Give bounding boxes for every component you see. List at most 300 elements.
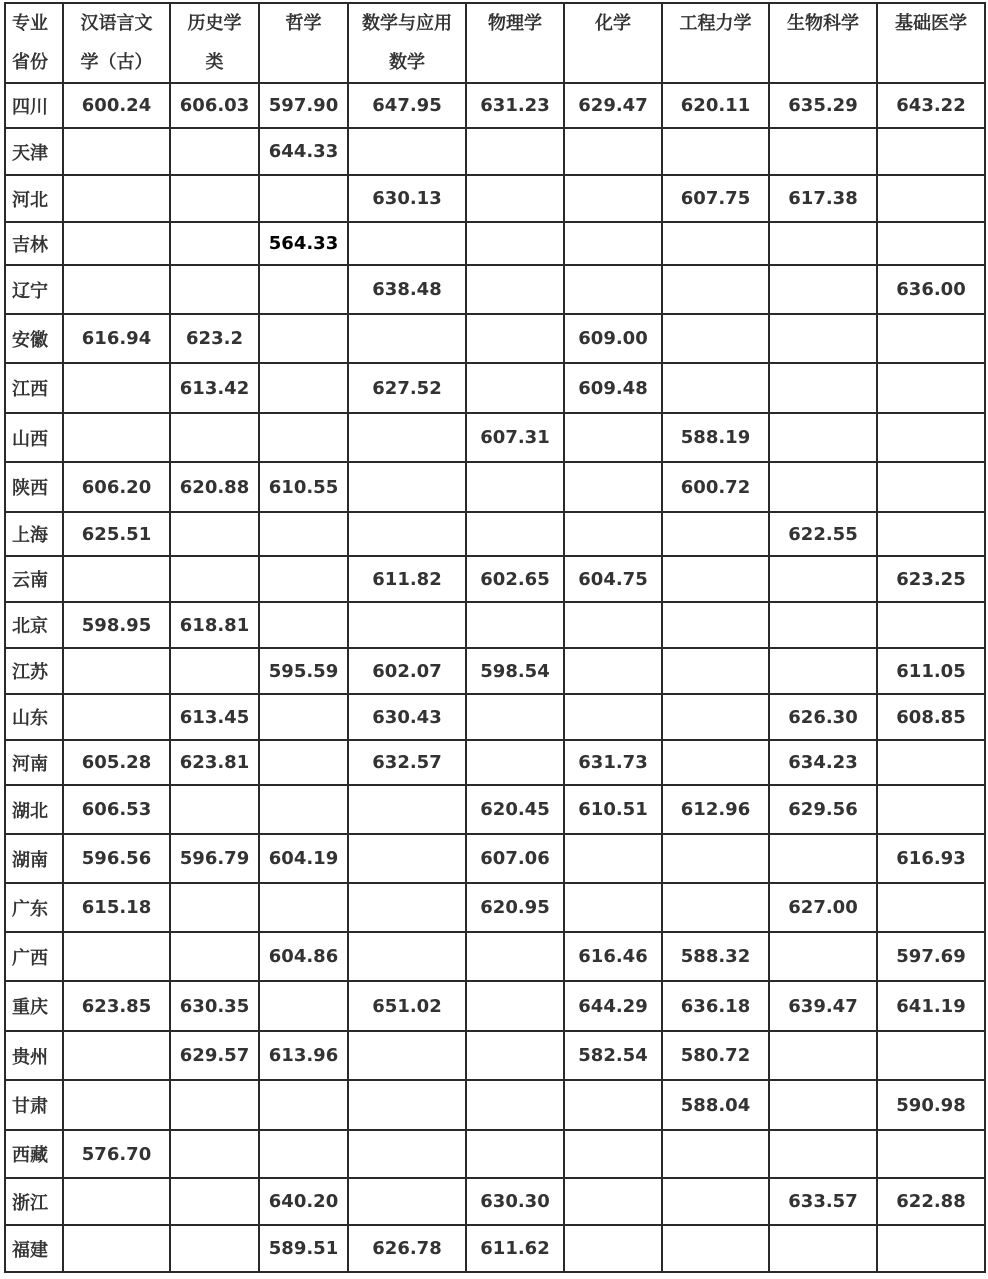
score-cell: [348, 834, 466, 883]
province-cell: 浙江: [5, 1178, 63, 1225]
score-cell: 627.52: [348, 363, 466, 413]
col-header-line: 历史学: [187, 13, 242, 34]
score-cell: [877, 413, 985, 462]
score-cell: [170, 785, 259, 834]
score-cell: [769, 602, 877, 648]
table-row: [5, 740, 985, 785]
score-cell: [662, 883, 769, 932]
score-cell: [348, 222, 466, 265]
score-cell: [662, 694, 769, 740]
score-cell: [564, 648, 662, 694]
score-cell: [662, 363, 769, 413]
score-cell: 629.56: [769, 785, 877, 834]
score-cell: 576.70: [63, 1130, 170, 1178]
score-cell: 612.96: [662, 785, 769, 834]
score-cell: 643.22: [877, 83, 985, 128]
province-cell: 湖南: [5, 834, 63, 883]
col-header-line: 物理学: [488, 13, 542, 34]
score-cell: 620.88: [170, 462, 259, 512]
score-cell: [348, 883, 466, 932]
score-cell: [564, 222, 662, 265]
score-cell: [466, 128, 564, 175]
province-cell: 河南: [5, 740, 63, 785]
province-cell: 江西: [5, 363, 63, 413]
score-cell: [466, 981, 564, 1031]
score-cell: 604.19: [259, 834, 348, 883]
score-cell: [769, 413, 877, 462]
score-cell: 615.18: [63, 883, 170, 932]
score-cell: 590.98: [877, 1080, 985, 1130]
score-cell: [466, 1031, 564, 1080]
score-cell: 596.79: [170, 834, 259, 883]
province-cell: 江苏: [5, 648, 63, 694]
header-row: [5, 3, 985, 83]
score-cell: 635.29: [769, 83, 877, 128]
score-cell: 640.20: [259, 1178, 348, 1225]
score-cell: 606.53: [63, 785, 170, 834]
score-cell: [877, 785, 985, 834]
score-cell: [170, 265, 259, 314]
province-cell: 吉林: [5, 222, 63, 265]
score-cell: 596.56: [63, 834, 170, 883]
table-row: [5, 694, 985, 740]
score-cell: [466, 694, 564, 740]
score-cell: 626.30: [769, 694, 877, 740]
score-cell: [259, 314, 348, 363]
score-cell: 613.45: [170, 694, 259, 740]
table-row: [5, 413, 985, 462]
table-row: [5, 314, 985, 363]
score-cell: 623.81: [170, 740, 259, 785]
score-cell: [259, 602, 348, 648]
score-cell: [769, 314, 877, 363]
score-cell: [769, 932, 877, 981]
score-cell: [877, 128, 985, 175]
score-cell: [662, 1178, 769, 1225]
score-cell: [259, 883, 348, 932]
score-cell: [466, 932, 564, 981]
score-cell: 630.13: [348, 175, 466, 222]
score-cell: 613.96: [259, 1031, 348, 1080]
score-cell: [662, 222, 769, 265]
score-cell: [466, 363, 564, 413]
col-header-chemistry: [564, 3, 662, 83]
score-cell: [466, 512, 564, 556]
table-row: [5, 128, 985, 175]
score-cell: [662, 648, 769, 694]
score-cell: [564, 1130, 662, 1178]
score-cell: 617.38: [769, 175, 877, 222]
score-cell: 623.25: [877, 556, 985, 602]
score-cell: 611.82: [348, 556, 466, 602]
col-header-biology: [769, 3, 877, 83]
score-cell: 611.05: [877, 648, 985, 694]
score-cell: 623.2: [170, 314, 259, 363]
score-cell: [170, 1130, 259, 1178]
score-cell: 602.65: [466, 556, 564, 602]
col-header-line: 数学: [389, 52, 425, 73]
score-cell: 604.86: [259, 932, 348, 981]
province-cell: 天津: [5, 128, 63, 175]
score-cell: 609.00: [564, 314, 662, 363]
table-row: [5, 932, 985, 981]
score-cell: 608.85: [877, 694, 985, 740]
col-header-line: 工程力学: [679, 13, 752, 34]
score-cell: [769, 556, 877, 602]
score-cell: [170, 413, 259, 462]
table-row: [5, 512, 985, 556]
score-cell: 564.33: [259, 222, 348, 265]
table-row: [5, 1178, 985, 1225]
score-cell: [259, 785, 348, 834]
score-cell: 607.31: [466, 413, 564, 462]
table-row: [5, 883, 985, 932]
table-row: [5, 834, 985, 883]
score-cell: [63, 1080, 170, 1130]
score-cell: [63, 648, 170, 694]
score-cell: [466, 175, 564, 222]
score-cell: [348, 1178, 466, 1225]
score-cell: [63, 128, 170, 175]
score-cell: [769, 222, 877, 265]
score-cell: 631.73: [564, 740, 662, 785]
score-cell: 629.57: [170, 1031, 259, 1080]
province-cell: 广东: [5, 883, 63, 932]
province-cell: 山东: [5, 694, 63, 740]
province-cell: 广西: [5, 932, 63, 981]
score-cell: [564, 413, 662, 462]
score-cell: 631.23: [466, 83, 564, 128]
score-cell: [769, 265, 877, 314]
score-cell: [466, 222, 564, 265]
table-row: [5, 1080, 985, 1130]
score-cell: [348, 1080, 466, 1130]
province-cell: 上海: [5, 512, 63, 556]
table-row: [5, 602, 985, 648]
score-cell: [63, 932, 170, 981]
score-cell: 588.32: [662, 932, 769, 981]
score-cell: 630.43: [348, 694, 466, 740]
score-cell: 610.51: [564, 785, 662, 834]
score-cell: [259, 694, 348, 740]
score-cell: [564, 175, 662, 222]
score-cell: 613.42: [170, 363, 259, 413]
score-cell: [662, 1225, 769, 1272]
score-cell: [564, 512, 662, 556]
score-cell: 636.00: [877, 265, 985, 314]
score-cell: [170, 932, 259, 981]
score-cell: [769, 1031, 877, 1080]
score-cell: [170, 128, 259, 175]
score-cell: [170, 1080, 259, 1130]
score-cell: [259, 175, 348, 222]
score-cell: 616.94: [63, 314, 170, 363]
score-cell: 630.35: [170, 981, 259, 1031]
table-row: [5, 1130, 985, 1178]
province-cell: 湖北: [5, 785, 63, 834]
score-cell: 609.48: [564, 363, 662, 413]
score-cell: [170, 1225, 259, 1272]
col-header-line: 化学: [595, 13, 631, 34]
score-cell: [170, 175, 259, 222]
score-cell: 610.55: [259, 462, 348, 512]
score-cell: 644.29: [564, 981, 662, 1031]
province-cell: 辽宁: [5, 265, 63, 314]
col-header-mathematics: [348, 3, 466, 83]
score-cell: [769, 1130, 877, 1178]
table-row: [5, 462, 985, 512]
score-cell: 611.62: [466, 1225, 564, 1272]
score-cell: [170, 512, 259, 556]
score-cell: [259, 512, 348, 556]
score-cell: 647.95: [348, 83, 466, 128]
score-cell: [564, 694, 662, 740]
score-cell: [170, 648, 259, 694]
score-cell: 626.78: [348, 1225, 466, 1272]
score-cell: [877, 175, 985, 222]
score-cell: 595.59: [259, 648, 348, 694]
corner-header: [5, 3, 63, 83]
score-cell: [877, 314, 985, 363]
table-row: [5, 1225, 985, 1272]
province-cell: 陕西: [5, 462, 63, 512]
table-row: [5, 175, 985, 222]
score-cell: [63, 1225, 170, 1272]
score-cell: 620.11: [662, 83, 769, 128]
score-cell: 605.28: [63, 740, 170, 785]
score-cell: [170, 1178, 259, 1225]
score-cell: [466, 740, 564, 785]
score-cell: 629.47: [564, 83, 662, 128]
score-cell: [259, 363, 348, 413]
province-cell: 甘肃: [5, 1080, 63, 1130]
score-cell: 598.95: [63, 602, 170, 648]
col-header-physics: [466, 3, 564, 83]
province-cell: 山西: [5, 413, 63, 462]
score-cell: [63, 413, 170, 462]
score-cell: 644.33: [259, 128, 348, 175]
score-cell: [63, 1031, 170, 1080]
score-cell: 638.48: [348, 265, 466, 314]
table-row: [5, 265, 985, 314]
score-cell: 607.06: [466, 834, 564, 883]
score-cell: [877, 883, 985, 932]
score-cell: [769, 834, 877, 883]
score-cell: 600.24: [63, 83, 170, 128]
col-header-history: [170, 3, 259, 83]
score-cell: [170, 222, 259, 265]
score-cell: [259, 265, 348, 314]
score-cell: 616.46: [564, 932, 662, 981]
score-cell: [769, 648, 877, 694]
col-header-basic-medicine: [877, 3, 985, 83]
score-cell: [877, 1130, 985, 1178]
score-cell: [769, 363, 877, 413]
score-cell: [348, 1031, 466, 1080]
score-cell: [466, 1130, 564, 1178]
score-cell: 606.03: [170, 83, 259, 128]
score-cell: [564, 1178, 662, 1225]
score-cell: [466, 1080, 564, 1130]
score-cell: 625.51: [63, 512, 170, 556]
score-cell: [662, 602, 769, 648]
score-cell: [466, 602, 564, 648]
score-cell: [170, 883, 259, 932]
col-header-line: 生物科学: [787, 13, 859, 34]
score-cell: 604.75: [564, 556, 662, 602]
score-cell: [259, 740, 348, 785]
score-cell: [63, 222, 170, 265]
score-cell: [348, 1130, 466, 1178]
province-cell: 北京: [5, 602, 63, 648]
province-cell: 重庆: [5, 981, 63, 1031]
score-cell: 622.88: [877, 1178, 985, 1225]
table-row: [5, 363, 985, 413]
score-cell: [63, 694, 170, 740]
score-cell: 620.45: [466, 785, 564, 834]
score-cell: [348, 512, 466, 556]
province-cell: 四川: [5, 83, 63, 128]
score-cell: 588.04: [662, 1080, 769, 1130]
score-cell: [662, 1130, 769, 1178]
col-header-philosophy: [259, 3, 348, 83]
score-cell: [662, 128, 769, 175]
table-row: [5, 83, 985, 128]
score-cell: [877, 512, 985, 556]
score-cell: [466, 265, 564, 314]
score-cell: 634.23: [769, 740, 877, 785]
table-row: [5, 648, 985, 694]
score-cell: [259, 981, 348, 1031]
score-cell: [662, 556, 769, 602]
score-cell: 597.90: [259, 83, 348, 128]
score-cell: 633.57: [769, 1178, 877, 1225]
score-cell: [564, 883, 662, 932]
score-cell: [877, 222, 985, 265]
score-cell: 607.75: [662, 175, 769, 222]
score-cell: [63, 175, 170, 222]
score-cell: [564, 834, 662, 883]
score-cell: 597.69: [877, 932, 985, 981]
score-cell: [348, 128, 466, 175]
score-cell: 622.55: [769, 512, 877, 556]
score-cell: 636.18: [662, 981, 769, 1031]
score-cell: [348, 462, 466, 512]
province-cell: 安徽: [5, 314, 63, 363]
score-cell: [63, 1178, 170, 1225]
score-cell: [877, 1031, 985, 1080]
score-cell: 580.72: [662, 1031, 769, 1080]
score-cell: [564, 462, 662, 512]
corner-label-major: 专业: [12, 13, 48, 34]
score-cell: [348, 932, 466, 981]
score-cell: 632.57: [348, 740, 466, 785]
score-cell: [466, 462, 564, 512]
score-cell: 598.54: [466, 648, 564, 694]
col-header-engineering-mechanics: [662, 3, 769, 83]
score-cell: [348, 413, 466, 462]
score-cell: [662, 740, 769, 785]
score-cell: 641.19: [877, 981, 985, 1031]
col-header-line: 哲学: [285, 13, 322, 34]
table-row: [5, 981, 985, 1031]
score-cell: [662, 265, 769, 314]
score-cell: 651.02: [348, 981, 466, 1031]
score-cell: [259, 1080, 348, 1130]
score-cell: [259, 413, 348, 462]
score-cell: [63, 265, 170, 314]
score-cell: [769, 1225, 877, 1272]
score-cell: [662, 512, 769, 556]
score-cell: [877, 363, 985, 413]
province-cell: 福建: [5, 1225, 63, 1272]
score-cell: 588.19: [662, 413, 769, 462]
corner-label-province: 省份: [12, 52, 48, 73]
score-cell: 620.95: [466, 883, 564, 932]
score-cell: 602.07: [348, 648, 466, 694]
score-cell: [348, 602, 466, 648]
province-cell: 贵州: [5, 1031, 63, 1080]
score-cell: 582.54: [564, 1031, 662, 1080]
score-cell: [877, 462, 985, 512]
score-cell: [769, 462, 877, 512]
score-cell: [877, 602, 985, 648]
score-cell: 589.51: [259, 1225, 348, 1272]
score-cell: 600.72: [662, 462, 769, 512]
score-cell: [259, 556, 348, 602]
score-cell: [63, 363, 170, 413]
score-cell: [564, 1225, 662, 1272]
score-cell: 616.93: [877, 834, 985, 883]
score-cell: 639.47: [769, 981, 877, 1031]
score-cell: [466, 314, 564, 363]
col-header-line: 基础医学: [895, 13, 967, 34]
col-header-line: 汉语言文: [80, 13, 153, 34]
table-row: [5, 222, 985, 265]
score-cell: [348, 785, 466, 834]
score-cell: [662, 834, 769, 883]
table-row: [5, 556, 985, 602]
score-cell: [63, 556, 170, 602]
score-table: [4, 2, 986, 1273]
table-body: [5, 83, 985, 1272]
score-cell: [564, 128, 662, 175]
score-cell: [348, 314, 466, 363]
score-cell: 618.81: [170, 602, 259, 648]
col-header-line: 数学与应用: [362, 13, 452, 34]
score-cell: 627.00: [769, 883, 877, 932]
score-cell: [662, 314, 769, 363]
province-cell: 河北: [5, 175, 63, 222]
col-header-chinese-lit: [63, 3, 170, 83]
score-cell: [259, 1130, 348, 1178]
col-header-line: 类: [205, 52, 224, 73]
score-cell: 630.30: [466, 1178, 564, 1225]
table-row: [5, 1031, 985, 1080]
score-cell: [769, 1080, 877, 1130]
province-cell: 西藏: [5, 1130, 63, 1178]
score-cell: [877, 1225, 985, 1272]
score-cell: [564, 265, 662, 314]
score-cell: [564, 1080, 662, 1130]
province-cell: 云南: [5, 556, 63, 602]
score-cell: [769, 128, 877, 175]
col-header-line: 学（古）: [80, 52, 153, 73]
table-row: [5, 785, 985, 834]
score-cell: 623.85: [63, 981, 170, 1031]
score-cell: 606.20: [63, 462, 170, 512]
score-cell: [877, 740, 985, 785]
